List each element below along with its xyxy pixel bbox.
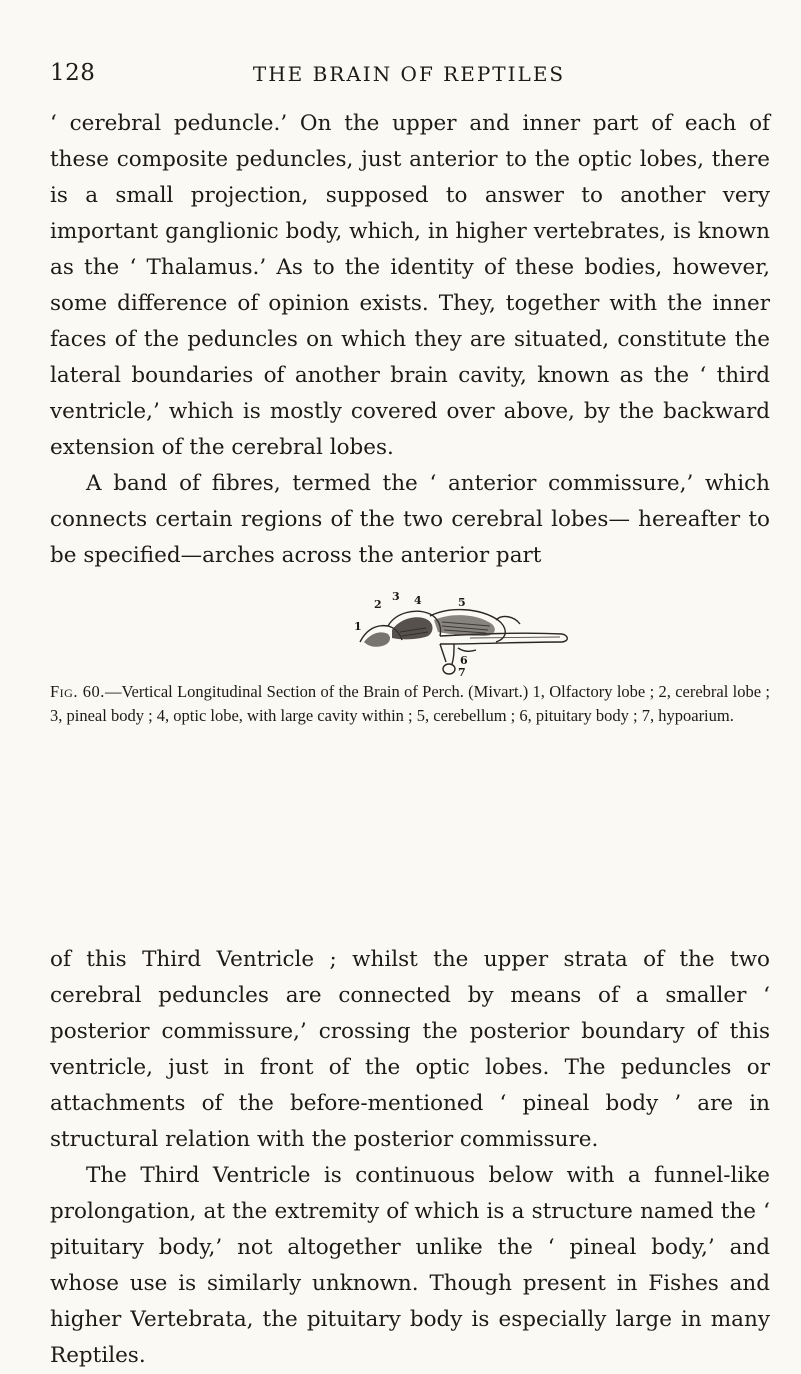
figure-label-1: 1 [354,620,362,633]
page-header [50,60,768,90]
figure-label-3: 3 [392,590,400,603]
paragraph: of this Third Ventricle ; whilst the upper strata of the two cerebral peduncles are connected by means of a smaller ‘ posterior commissure,’ crossing the posterior boundary of this ventricle, just in front of the optic lobes. The peduncles or attachments of the before-mentioned ‘ pineal body ’ are in structural relation with the posterior commissure. [50,947,770,1152]
figure-label-6: 6 [460,654,468,667]
body-text-top [50,106,770,574]
figure-brain-section [330,590,610,678]
paragraph: The Third Ventricle is continuous below with a funnel-like prolongation, at the extremity of which is a structure named the ‘ pituitary body,’ not altogether unlike the ‘ pineal body,’ and whose use is similarly unknown. Though present in Fishes and higher Vertebrata, the pituitary body is especially large in many Reptiles. [50,1163,770,1368]
running-title: THE BRAIN OF REPTILES [252,62,566,86]
paragraph: A band of fibres, termed the ‘ anterior commissure,’ which connects certain regions of the two cerebral lobes— hereafter to be specified—arches across the anterior part [50,471,770,568]
figure-label-4: 4 [414,594,422,607]
body-text-bottom [50,942,770,1374]
figure-label-2: 2 [374,598,382,611]
figure-caption-text: —Vertical Longitudinal Section of the Brain of Perch. (Mivart.) 1, Olfactory lobe ; 2, cerebral lobe ; 3, pineal body ; 4, optic lobe, with large cavity within ; 5, cerebellum ; 6, pituitary body ; 7, hypoarium. [50,682,770,725]
figure-label-7: 7 [458,666,466,678]
figure-caption [50,680,770,728]
figure-label-5: 5 [458,596,466,609]
figure-caption-label: Fig. 60. [50,682,105,701]
page-number: 128 [50,60,96,86]
brain-section-diagram-icon [330,590,610,678]
paragraph: ‘ cerebral peduncle.’ On the upper and inner part of each of these composite peduncles, just anterior to the optic lobes, there is a small projection, supposed to answer to another very important ganglionic body, which, in higher vertebrates, is known as the ‘ Thalamus.’ As to the identity of these bodies, however, some difference of opinion exists. They, together with the inner faces of the peduncles on which they are situated, constitute the lateral boundaries of another brain cavity, known as the ‘ third ventricle,’ which is mostly covered over above, by the backward extension of the cerebral lobes. [50,111,770,460]
